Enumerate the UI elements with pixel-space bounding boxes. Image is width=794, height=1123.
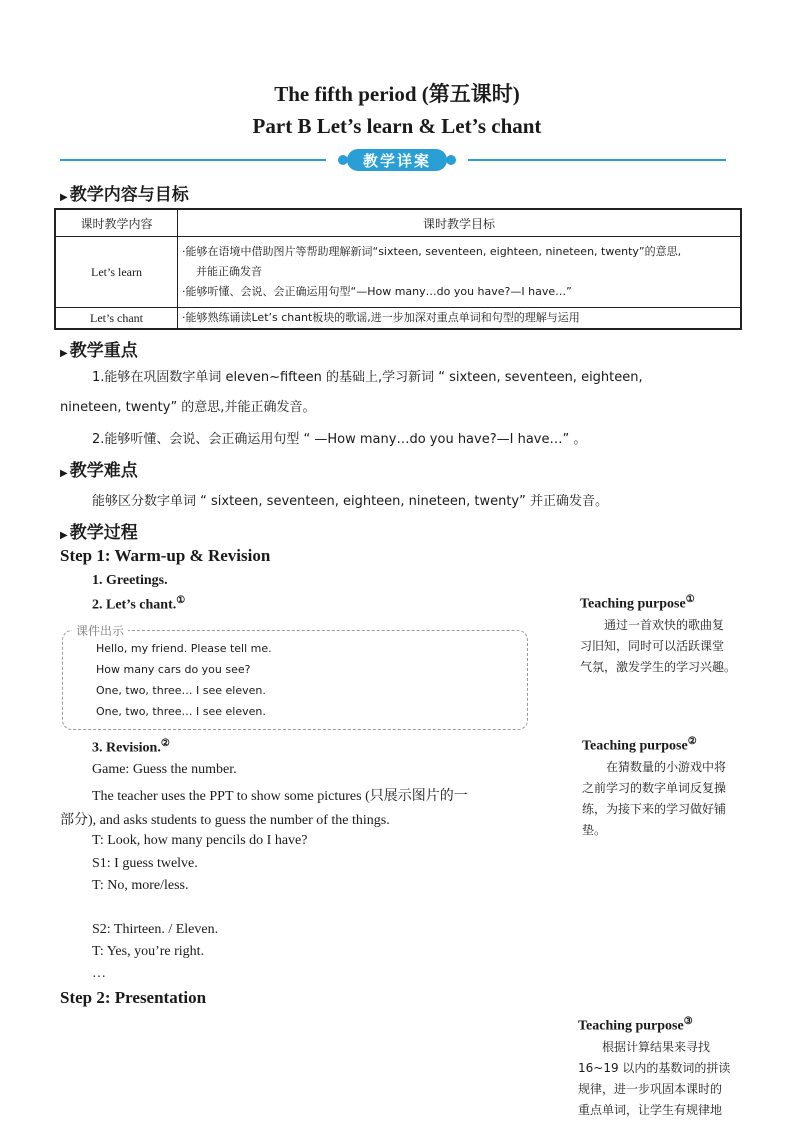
badge-label: 教学详案 bbox=[362, 152, 431, 170]
teaching-purpose-line: 通过一首欢快的歌曲复 bbox=[604, 617, 725, 632]
footnote-mark: ① bbox=[176, 595, 186, 606]
header-goal-cell: 课时教学目标 bbox=[178, 209, 742, 237]
chant-line: One, two, three… I see eleven. bbox=[96, 684, 266, 697]
goal-line: ·能够熟练诵读Let’s chant板块的歌谣,进一步加深对重点单词和句型的理解与运用 bbox=[182, 311, 580, 324]
dialogue-line: T: Yes, you’re right. bbox=[92, 944, 205, 959]
goal-cell bbox=[178, 308, 742, 330]
dialogue-line: T: Look, how many pencils do I have? bbox=[92, 833, 308, 848]
teaching-purpose-line: 气氛，激发学生的学习兴趣。 bbox=[580, 659, 737, 674]
key-point-1-cont: nineteen, twenty” 的意思,并能正确发音。 bbox=[60, 400, 316, 415]
teaching-purpose-line: 16~19 以内的基数词的拼读 bbox=[578, 1060, 731, 1075]
teaching-purpose-line: 在猜数量的小游戏中将 bbox=[606, 759, 727, 774]
content-cell: Let’s learn bbox=[55, 237, 178, 308]
teaching-purpose-1 bbox=[580, 594, 752, 678]
teaching-purpose-line: 规律，进一步巩固本课时的 bbox=[578, 1081, 723, 1096]
header-content-cell: 课时教学内容 bbox=[55, 209, 178, 237]
dialogue-line: … bbox=[92, 966, 106, 981]
teaching-purpose-line: 重点单词，让学生有规律地 bbox=[578, 1102, 723, 1117]
chant-line: Hello, my friend. Please tell me. bbox=[96, 642, 272, 655]
key-point-1: 1.能够在巩固数字单词 eleven~fifteen 的基础上,学习新词 “ sixteen, seventeen, eighteen, bbox=[92, 370, 643, 385]
teaching-purpose-title: Teaching purpose③ bbox=[578, 1016, 693, 1034]
section-process: ▶ 教学过程 bbox=[60, 523, 138, 543]
step1-item2: 2. Let’s chant.① bbox=[92, 595, 186, 613]
desc-line: The teacher uses the PPT to show some pictures (只展示图片的一 bbox=[92, 789, 468, 804]
courseware-label: 课件出示 bbox=[72, 622, 128, 639]
triangle-bullet-icon: ▶ bbox=[60, 192, 68, 203]
page-title: The fifth period (第五课时) bbox=[274, 82, 520, 106]
teaching-purpose-title: Teaching purpose② bbox=[582, 736, 697, 754]
header-rule-right bbox=[468, 159, 726, 161]
teaching-purpose-3 bbox=[578, 1016, 750, 1121]
footnote-mark: ① bbox=[685, 594, 695, 605]
difficulty-1: 能够区分数字单词 “ sixteen, seventeen, eighteen, nineteen, twenty” 并正确发音。 bbox=[92, 494, 608, 509]
footnote-mark: ③ bbox=[683, 1016, 693, 1027]
step2-title: Step 2: Presentation bbox=[60, 988, 207, 1007]
lesson-plan-badge bbox=[329, 146, 465, 174]
game-line: Game: Guess the number. bbox=[92, 762, 237, 777]
step1-item3: 3. Revision.② bbox=[92, 738, 170, 756]
page-subtitle: Part B Let’s learn & Let’s chant bbox=[252, 114, 542, 138]
table-row bbox=[55, 237, 741, 308]
triangle-bullet-icon: ▶ bbox=[60, 468, 68, 479]
goal-table-header bbox=[55, 209, 741, 237]
triangle-bullet-icon: ▶ bbox=[60, 348, 68, 359]
dialogue-line: T: No, more/less. bbox=[92, 878, 189, 893]
footnote-mark: ② bbox=[687, 736, 697, 747]
header-rule-left bbox=[60, 159, 326, 161]
chant-line: One, two, three… I see eleven. bbox=[96, 705, 266, 718]
teaching-purpose-line: 根据计算结果来寻找 bbox=[602, 1039, 711, 1054]
dialogue-line: S1: I guess twelve. bbox=[92, 856, 198, 871]
teaching-purpose-line: 练，为接下来的学习做好铺 bbox=[582, 801, 727, 816]
content-cell: Let’s chant bbox=[55, 308, 178, 330]
table-row bbox=[55, 308, 741, 330]
teaching-purpose-title: Teaching purpose① bbox=[580, 594, 695, 612]
teaching-purpose-2 bbox=[582, 736, 754, 841]
goal-line: ·能够听懂、会说、会正确运用句型“—How many…do you have?—I have…” bbox=[182, 285, 572, 298]
footnote-mark: ② bbox=[160, 738, 170, 749]
goal-cell bbox=[178, 237, 742, 308]
chant-line: How many cars do you see? bbox=[96, 663, 251, 676]
section-content-goals: ▶ 教学内容与目标 bbox=[60, 185, 189, 205]
step1-title: Step 1: Warm-up & Revision bbox=[60, 546, 271, 565]
section-key-points: ▶ 教学重点 bbox=[60, 341, 138, 361]
teaching-purpose-line: 垫。 bbox=[582, 822, 607, 837]
dialogue-line: S2: Thirteen. / Eleven. bbox=[92, 922, 219, 937]
step1-item1: 1. Greetings. bbox=[92, 573, 168, 588]
triangle-bullet-icon: ▶ bbox=[60, 530, 68, 541]
goal-table bbox=[54, 208, 742, 330]
desc-line: 部分), and asks students to guess the number of the things. bbox=[60, 813, 390, 828]
goal-line: 并能正确发音 bbox=[196, 265, 262, 278]
key-point-2: 2.能够听懂、会说、会正确运用句型 “ —How many…do you have?—I have…” 。 bbox=[92, 432, 587, 447]
goal-line: ·能够在语境中借助图片等帮助理解新词“sixteen, seventeen, eighteen, nineteen, twenty”的意思, bbox=[182, 245, 682, 258]
teaching-purpose-line: 之前学习的数字单词反复操 bbox=[582, 780, 727, 795]
section-difficulties: ▶ 教学难点 bbox=[60, 461, 138, 481]
teaching-purpose-line: 习旧知，同时可以活跃课堂 bbox=[580, 638, 725, 653]
